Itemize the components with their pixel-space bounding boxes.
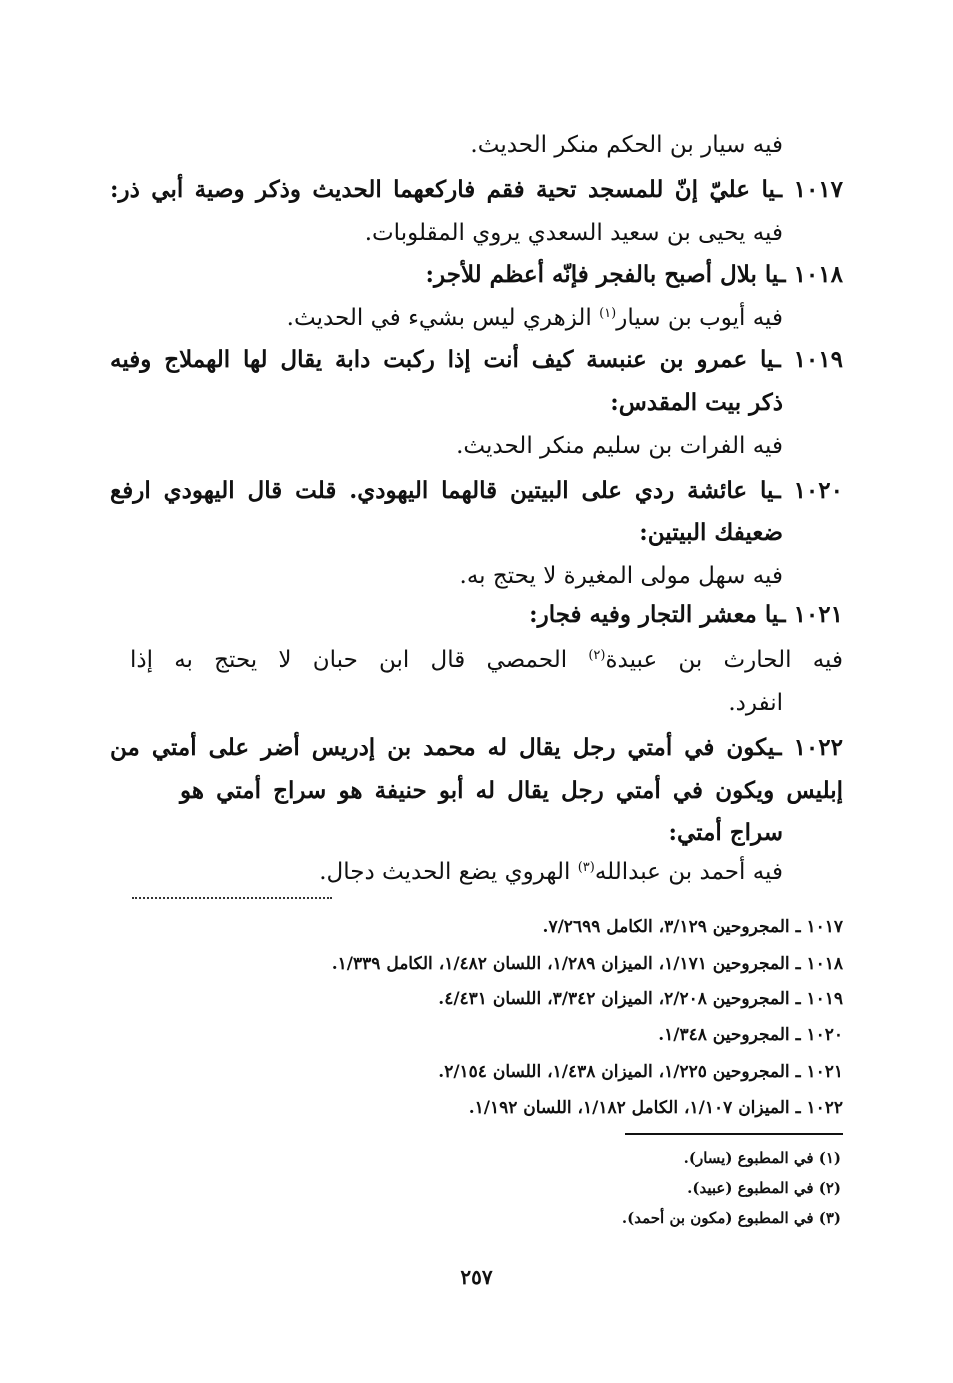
entry-1017-text: يا عليّ إنّ للمسجد تحية فقم فاركعهما الحديث وذكر وصية أبي ذر: [110,176,776,203]
page-number: ٢٥٧ [460,1265,493,1289]
note-text: فيه الحارث بن عبيدة [605,647,843,673]
entry-number-1022: ١٠٢٢ ـ [774,734,843,761]
entry-1019-narrator-note: فيه الفرات بن سليم منكر الحديث. [456,433,783,459]
entry-1019-hadith [110,345,843,375]
note-text: فيه أيوب بن سيار [616,305,783,331]
note-text: الهروي يضع الحديث دجال. [319,859,578,885]
entry-1021-text: يا معشر التجار وفيه فجار: [529,601,779,628]
entry-1018-text: يا بلال أصبح بالفجر فإنّه أعظم للأجر: [425,261,779,288]
reference-1018: ١٠١٨ ـ المجروحين ١/١٧١، الميزان ١/٢٨٩، اللسان ١/٤٨٢، الكامل ١/٣٣٩. [331,954,843,974]
entry-1021-narrator-note [130,645,843,675]
note-text: فيه أحمد بن عبدالله [594,859,783,885]
footnote-ref-2: (٢) [588,648,606,663]
note-text: الزهري ليس بشيء في الحديث. [286,305,600,331]
note-text: الحمصي قال ابن حبان لا يحتج به إذا [130,647,589,673]
entry-1021-hadith [529,600,843,630]
reference-1019: ١٠١٩ ـ المجروحين ٢/٢٠٨، الميزان ٣/٣٤٢، اللسان ٤/٤٣١. [438,989,843,1009]
entry-1020-text: يا عائشة ردي على البيتين قالهما اليهودي. قلت قال اليهودي ارفع [110,477,774,504]
reference-1022: ١٠٢٢ ـ الميزان ١/١٠٧، الكامل ١/١٨٢، اللسان ١/١٩٢. [468,1098,843,1118]
entry-1021-narrator-note-cont: انفرد. [728,690,783,716]
entry-number-1017: ١٠١٧ ـ [775,176,844,203]
entry-1020-narrator-note: فيه سهل مولى المغيرة لا يحتج به. [459,563,783,589]
entry-1022-narrator-note [319,857,783,887]
entry-number-1020: ١٠٢٠ ـ [773,477,843,504]
footnote-1: (١) في المطبوع (يسار). [683,1149,841,1167]
entry-1019-hadith-cont: ذكر بيت المقدس: [610,389,783,416]
separator-dots [132,897,332,903]
reference-1020: ١٠٢٠ ـ المجروحين ١/٣٤٨. [658,1025,843,1045]
entry-number-1018: ١٠١٨ ـ [778,261,843,288]
entry-1017-hadith [110,175,843,205]
entry-1022-text: يكون في أمتي رجل يقال له محمد بن إدريس أضر على أمتي من [110,734,775,761]
entry-1022-hadith-cont-2: سراج أمتي: [668,819,783,846]
entry-1016-narrator-note: فيه سيار بن الحكم منكر الحديث. [470,132,783,158]
entry-1020-hadith [110,476,843,506]
entry-1019-text: يا عمرو بن عنبسة كيف أنت إذا ركبت دابة يقال لها الهملاج وفيه [110,346,774,373]
footnote-rule [625,1133,843,1135]
entry-1022-hadith-cont-1: إبليس ويكون في أمتي رجل يقال له أبو حنيفة هو سراج أمتي هو [180,777,843,804]
entry-1018-narrator-note [287,303,783,333]
footnote-2: (٢) في المطبوع (عبيد). [687,1179,841,1197]
entry-number-1021: ١٠٢١ ـ [778,601,843,628]
reference-1017: ١٠١٧ ـ المجروحين ٣/١٢٩، الكامل ٧/٢٦٩٩. [542,917,843,937]
entry-1022-hadith [110,733,843,763]
reference-1021: ١٠٢١ ـ المجروحين ١/٢٢٥، الميزان ١/٤٣٨، اللسان ٢/١٥٤. [438,1062,843,1082]
footnote-3: (٣) في المطبوع (مكون بن أحمد). [621,1209,841,1227]
entry-number-1019: ١٠١٩ ـ [773,346,843,373]
entry-1020-hadith-cont: ضعيفك البيتين: [639,519,783,546]
entry-1018-hadith [426,260,843,290]
footnote-ref-1: (١) [599,306,617,321]
footnote-ref-3: (٣) [577,860,595,875]
entry-1017-narrator-note: فيه يحيى بن سعيد السعدي يروي المقلوبات. [364,220,783,246]
